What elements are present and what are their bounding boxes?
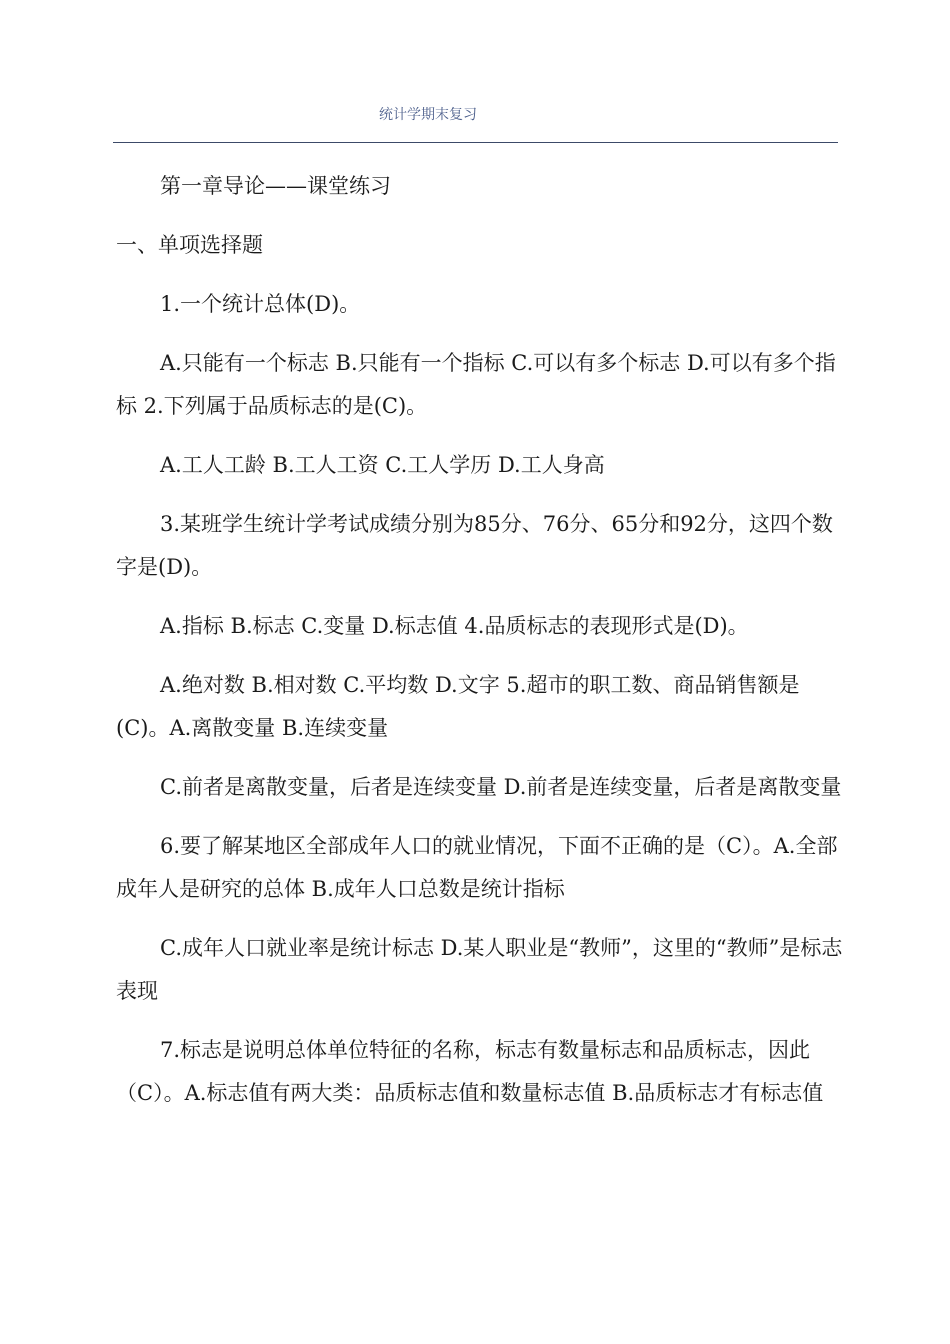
header-divider — [113, 142, 838, 143]
question-paragraph: 7.标志是说明总体单位特征的名称，标志有数量标志和品质标志，因此（C）。A.标志值有两大类：品质标志值和数量标志值 B.品质标志才有标志值 — [116, 1038, 824, 1105]
section-heading: 一、单项选择题 — [116, 233, 263, 257]
question-paragraph: 3.某班学生统计学考试成绩分别为85分、76分、65分和92分，这四个数字是(D)。 — [116, 512, 833, 579]
question-paragraph: 6.要了解某地区全部成年人口的就业情况，下面不正确的是（C）。A.全部成年人是研究的总体 B.成年人口总数是统计指标 — [116, 834, 838, 901]
options-paragraph: C.成年人口就业率是统计标志 D.某人职业是“教师”，这里的“教师”是标志表现 — [116, 936, 843, 1003]
chapter-heading: 第一章导论——课堂练习 — [160, 174, 391, 198]
options-paragraph: A.指标 B.标志 C.变量 D.标志值 4.品质标志的表现形式是(D)。 — [160, 614, 749, 638]
question-paragraph: 1.一个统计总体(D)。 — [160, 292, 361, 316]
document-header-title: 统计学期末复习 — [379, 107, 477, 123]
document-body — [116, 165, 844, 1131]
options-paragraph: A.只能有一个标志 B.只能有一个指标 C.可以有多个标志 D.可以有多个指标 2.下列属于品质标志的是(C)。 — [116, 351, 836, 418]
options-paragraph: C.前者是离散变量，后者是连续变量 D.前者是连续变量，后者是离散变量 — [160, 775, 842, 799]
options-paragraph: A.绝对数 B.相对数 C.平均数 D.文字 5.超市的职工数、商品销售额是(C)。A.离散变量 B.连续变量 — [116, 673, 800, 740]
options-paragraph: A.工人工龄 B.工人工资 C.工人学历 D.工人身高 — [160, 453, 605, 477]
